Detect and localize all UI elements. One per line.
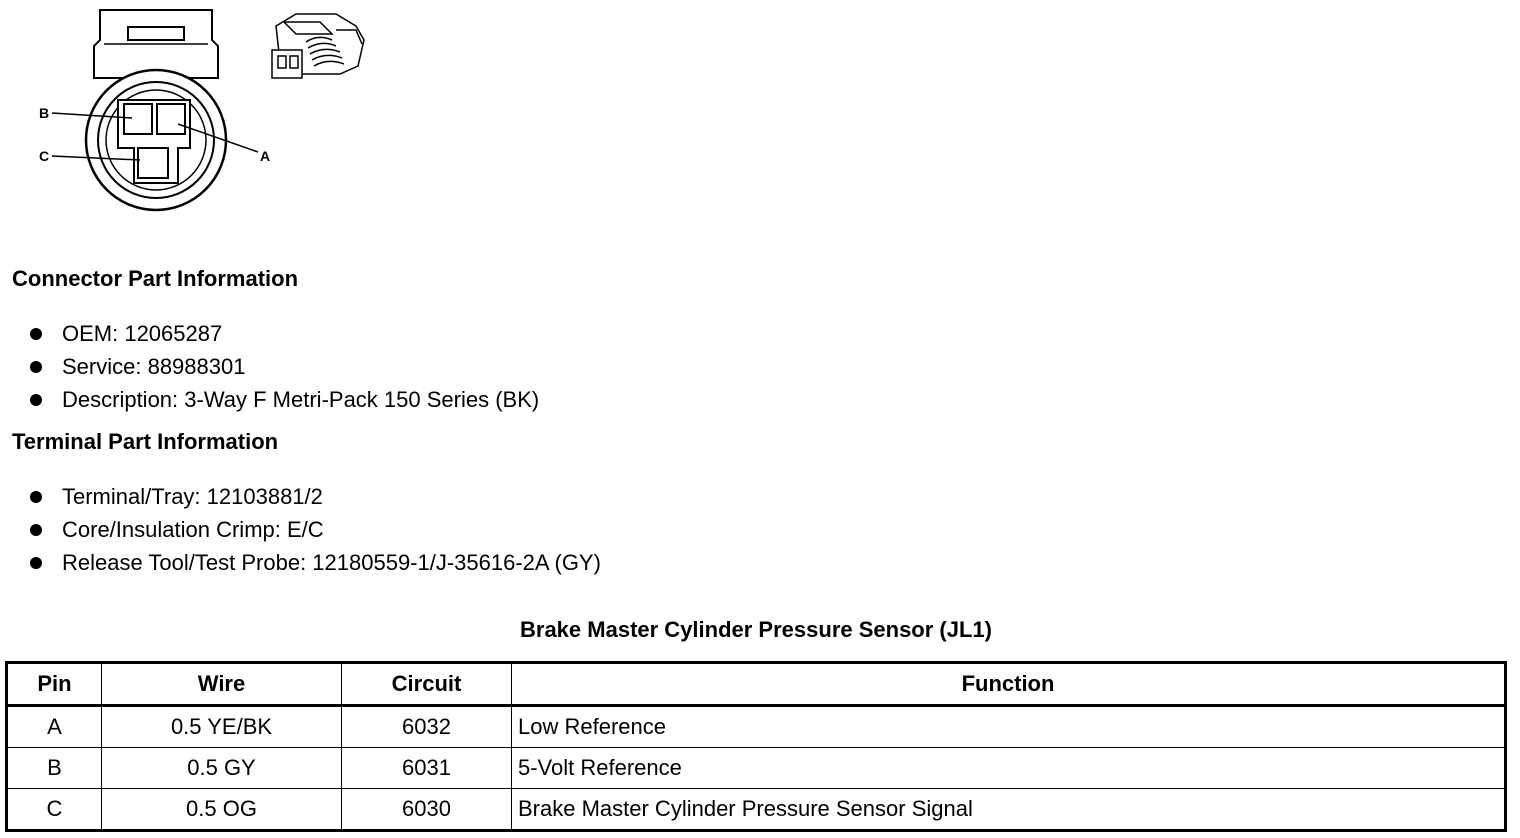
- cell-wire: 0.5 GY: [102, 748, 342, 789]
- terminal-c: [138, 148, 168, 178]
- bullet-icon: [30, 394, 42, 406]
- connector-info-heading: Connector Part Information: [12, 266, 299, 291]
- list-item: Terminal/Tray: 12103881/2: [28, 480, 601, 513]
- header-function: Function: [512, 663, 1506, 706]
- terminal-info-heading: Terminal Part Information: [12, 429, 279, 454]
- bullet-icon: [30, 361, 42, 373]
- bullet-icon: [30, 524, 42, 536]
- terminal-info-list: [28, 480, 601, 579]
- header-pin: Pin: [7, 663, 102, 706]
- table-header-row: [7, 663, 1506, 706]
- list-item: Core/Insulation Crimp: E/C: [28, 513, 601, 546]
- connector-diagram: [0, 0, 380, 225]
- pin-table: [5, 661, 1507, 832]
- header-circuit: Circuit: [342, 663, 512, 706]
- pin-label-c: C: [39, 148, 50, 164]
- cell-function: Brake Master Cylinder Pressure Sensor Signal: [512, 789, 1506, 831]
- cell-function: 5-Volt Reference: [512, 748, 1506, 789]
- cell-pin: A: [7, 706, 102, 748]
- terminal-a: [157, 104, 185, 134]
- pin-label-b: B: [39, 105, 50, 121]
- bullet-icon: [30, 491, 42, 503]
- cell-circuit: 6030: [342, 789, 512, 831]
- list-item: Service: 88988301: [28, 350, 539, 383]
- list-item: Release Tool/Test Probe: 12180559-1/J-35616-2A (GY): [28, 546, 601, 579]
- cell-wire: 0.5 OG: [102, 789, 342, 831]
- list-item: OEM: 12065287: [28, 317, 539, 350]
- cell-circuit: 6032: [342, 706, 512, 748]
- table-row: [7, 789, 1506, 831]
- table-row: [7, 748, 1506, 789]
- bullet-icon: [30, 328, 42, 340]
- list-item: Description: 3-Way F Metri-Pack 150 Series (BK): [28, 383, 539, 416]
- cell-pin: C: [7, 789, 102, 831]
- connector-3d-sketch: [272, 14, 364, 78]
- cell-circuit: 6031: [342, 748, 512, 789]
- table-row: [7, 706, 1506, 748]
- cell-pin: B: [7, 748, 102, 789]
- terminal-b: [124, 104, 152, 134]
- header-wire: Wire: [102, 663, 342, 706]
- cell-function: Low Reference: [512, 706, 1506, 748]
- pin-label-a: A: [260, 148, 271, 164]
- table-title: Brake Master Cylinder Pressure Sensor (JL1): [520, 617, 992, 642]
- cell-wire: 0.5 YE/BK: [102, 706, 342, 748]
- bullet-icon: [30, 557, 42, 569]
- connector-info-list: [28, 317, 539, 416]
